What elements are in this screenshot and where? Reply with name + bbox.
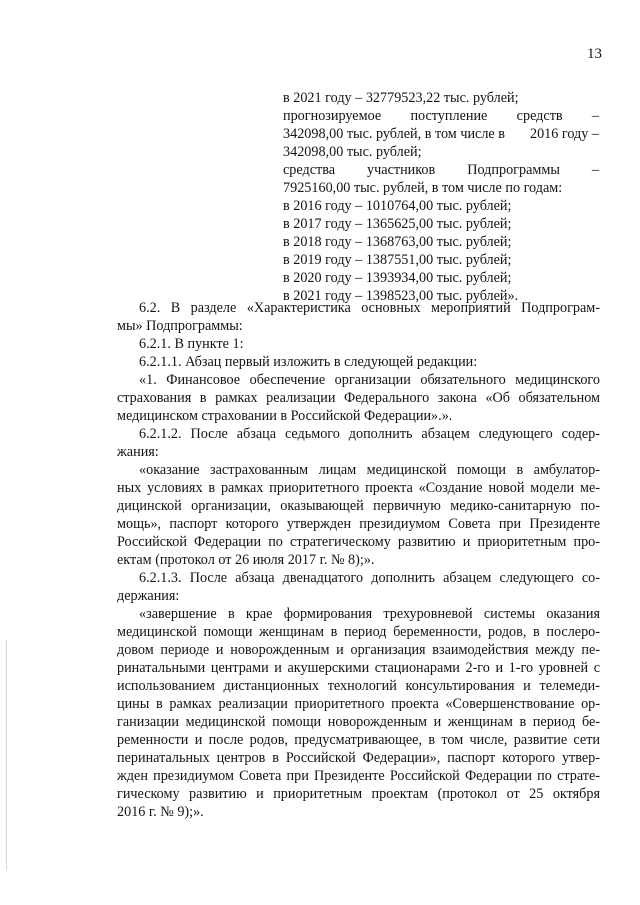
scan-edge-line xyxy=(6,640,7,870)
paragraph-line: довом периоде и новорожденным и организация взаимодействия между пе- xyxy=(117,642,600,658)
paragraph-line: дицинской организации, оказывающей первичную медико-санитарную по- xyxy=(117,498,600,514)
paragraph-line: 6.2.1.2. После абзаца седьмого дополнить абзацем следующего содер- xyxy=(139,426,600,442)
paragraph-line: медицинском страховании в Российской Федерации».». xyxy=(117,408,453,424)
paragraph-line: гическому развитию и приоритетным проектам (протокол от 25 октября xyxy=(117,786,600,802)
paragraph-line: медицинской помощи женщинам в период беременности, родов, в послеро- xyxy=(117,624,600,640)
paragraph-line: жания: xyxy=(117,444,159,460)
forecast-line: 342098,00 тыс. рублей, в том числе в 2016 году – xyxy=(283,126,599,142)
participants-line: 7925160,00 тыс. рублей, в том числе по годам: xyxy=(283,180,563,196)
paragraph-line: перинатальных центров в Российской Федерации», паспорт которого утвер- xyxy=(117,750,600,766)
paragraph-line: использованием дистанционных технологий консультирования и телемеди- xyxy=(117,678,600,694)
paragraph-line: Российской Федерации по стратегическому развитию и приоритетным про- xyxy=(117,534,600,550)
paragraph-line: 6.2.1. В пункте 1: xyxy=(139,336,244,352)
finance-block xyxy=(283,89,599,305)
year-line: в 2019 году – 1387551,00 тыс. рублей; xyxy=(283,252,512,268)
page-number: 13 xyxy=(587,46,602,62)
paragraph-line: ременности и после родов, предусматривающее, в том числе, развитие сети xyxy=(117,732,600,748)
year-line: в 2017 году – 1365625,00 тыс. рублей; xyxy=(283,216,512,232)
paragraph-line: ных условиях в рамках приоритетного проекта «Создание новой модели ме- xyxy=(117,480,600,496)
paragraph-line: «завершение в крае формирования трехуровневой системы оказания xyxy=(139,606,600,622)
paragraph-line: 2016 г. № 9);». xyxy=(117,804,204,820)
paragraph-line: «оказание застрахованным лицам медицинской помощи в амбулатор- xyxy=(139,462,600,478)
paragraph-line: ектам (протокол от 26 июля 2017 г. № 8);». xyxy=(117,552,375,568)
participants-line: средства участников Подпрограммы – xyxy=(283,162,599,178)
year-line: в 2021 году – 1398523,00 тыс. рублей». xyxy=(283,288,519,304)
year-line: в 2016 году – 1010764,00 тыс. рублей; xyxy=(283,198,512,214)
paragraph-line: 6.2. В разделе «Характеристика основных мероприятий Подпрограм- xyxy=(139,300,600,316)
paragraph-line: ринатальными центрами и акушерскими стационарами 2-го и 1-го уровней с xyxy=(117,660,600,676)
paragraph-line: мы» Подпрограммы: xyxy=(117,318,243,334)
paragraph-line: ганизации медицинской помощи новорожденным и женщинам в период бе- xyxy=(117,714,600,730)
document-body xyxy=(117,299,600,821)
paragraph-line: жден президиумом Совета при Президенте Российской Федерации по страте- xyxy=(117,768,600,784)
paragraph-line: держания: xyxy=(117,588,180,604)
paragraph-line: мощь», паспорт которого утвержден президиумом Совета при Президенте xyxy=(117,516,600,532)
paragraph-line: 6.2.1.1. Абзац первый изложить в следующей редакции: xyxy=(139,354,478,370)
forecast-line: 342098,00 тыс. рублей; xyxy=(283,144,422,160)
forecast-line: прогнозируемое поступление средств – xyxy=(283,108,599,124)
year-line: в 2020 году – 1393934,00 тыс. рублей; xyxy=(283,270,512,286)
paragraph-line: страхования в рамках реализации Федерального закона «Об обязательном xyxy=(117,390,600,406)
paragraph-line: 6.2.1.3. После абзаца двенадцатого дополнить абзацем следующего со- xyxy=(139,570,600,586)
paragraph-line: цины в рамках реализации приоритетного проекта «Совершенствование ор- xyxy=(117,696,600,712)
finance-line: в 2021 году – 32779523,22 тыс. рублей; xyxy=(283,90,519,106)
paragraph-line: «1. Финансовое обеспечение организации обязательного медицинского xyxy=(139,372,600,388)
year-line: в 2018 году – 1368763,00 тыс. рублей; xyxy=(283,234,512,250)
